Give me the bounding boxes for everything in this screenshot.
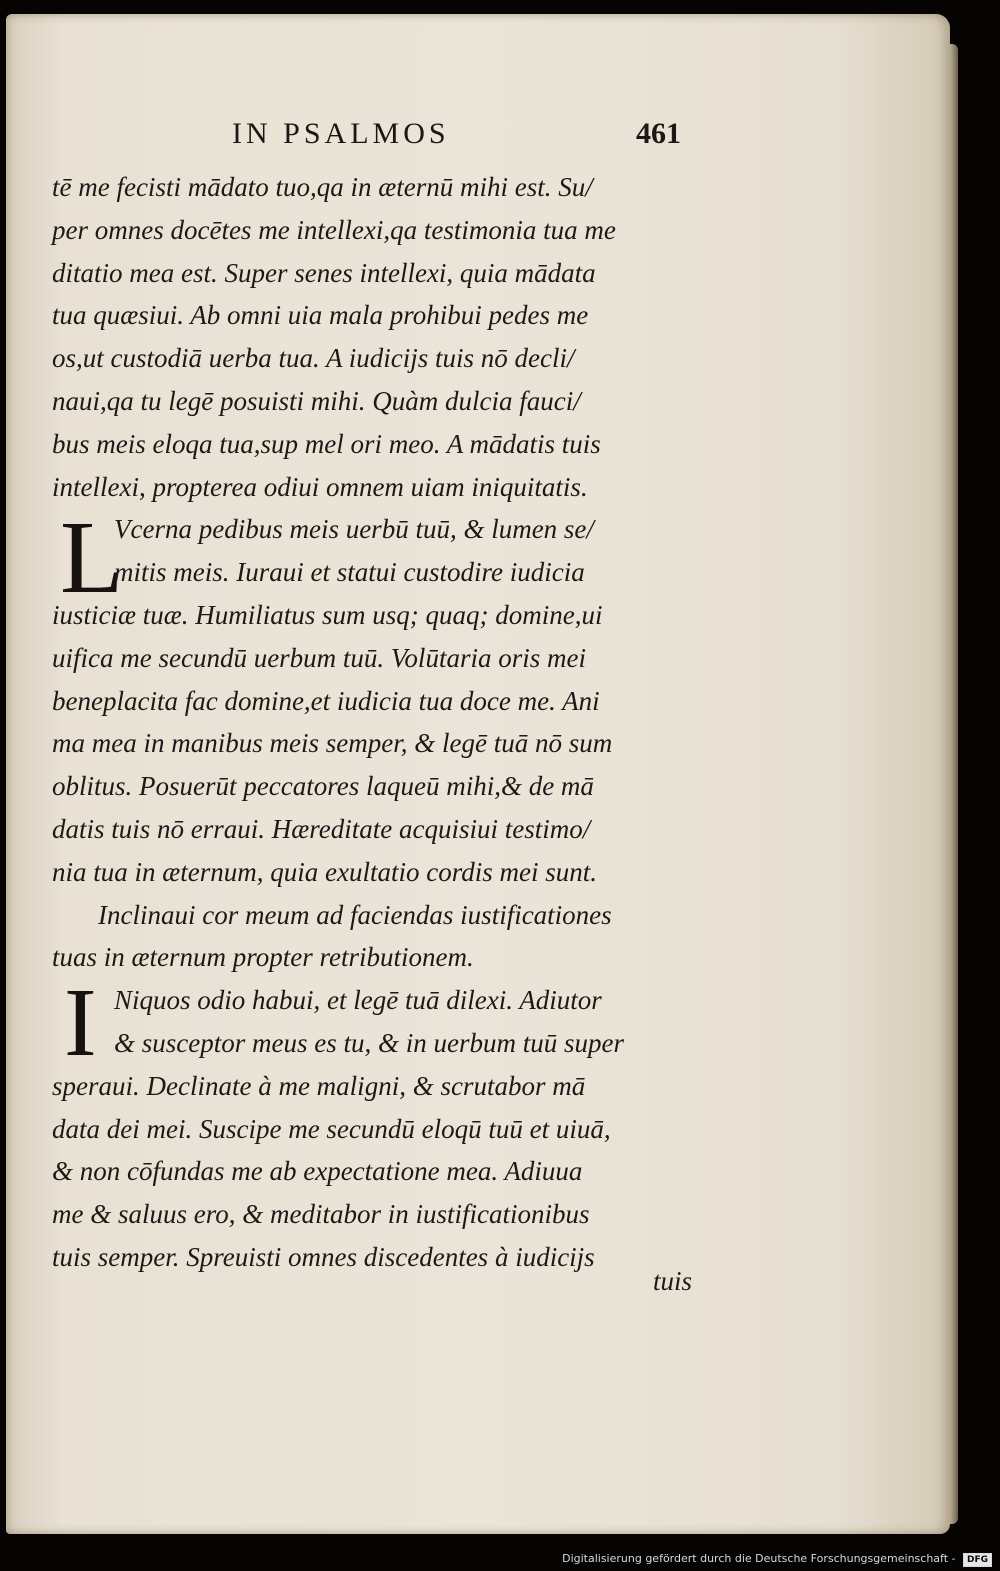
text-line: tua quæsiui. Ab omni uia mala prohibui pedes me	[52, 300, 589, 331]
text-line: Niquos odio habui, et legē tuā dilexi. Adiutor	[114, 985, 602, 1016]
text-line: bus meis eloqa tua,sup mel ori meo. A mādatis tuis	[52, 428, 601, 459]
text-line: os,ut custodiā uerba tua. A iudicijs tuis nō decli/	[52, 343, 575, 374]
text-line: Vcerna pedibus meis uerbū tuū, & lumen se/	[114, 514, 594, 545]
page-header	[6, 117, 950, 157]
text-line: ma mea in manibus meis semper, & legē tuā nō sum	[52, 728, 613, 759]
text-line: nia tua in æternum, quia exultatio cordis mei sunt.	[52, 856, 597, 887]
text-line: beneplacita fac domine,et iudicia tua doce me. Ani	[52, 685, 600, 716]
body-text	[52, 166, 712, 1279]
text-line: datis tuis nō erraui. Hæreditate acquisiui testimo/	[52, 813, 591, 844]
drop-cap-l: L	[60, 500, 124, 615]
text-line: data dei mei. Suscipe me secundū eloqū tuū et uiuā,	[52, 1113, 611, 1144]
credit-text: Digitalisierung gefördert durch die Deutsche Forschungsgemeinschaft -	[562, 1552, 956, 1565]
text-line: iusticiæ tuæ. Humiliatus sum usq; quaq; domine,ui	[52, 599, 603, 630]
text-line: ditatio mea est. Super senes intellexi, quia mādata	[52, 257, 596, 288]
text-line: uifica me secundū uerbum tuū. Volūtaria oris mei	[52, 642, 586, 673]
digitization-credit	[562, 1552, 992, 1567]
text-line: tuis semper. Spreuisti omnes discedentes à iudicijs	[52, 1241, 595, 1272]
text-line: & non cōfundas me ab expectatione mea. Adiuua	[52, 1156, 583, 1187]
text-line: naui,qa tu legē posuisti mihi. Quàm dulcia fauci/	[52, 385, 581, 416]
text-line: oblitus. Posuerūt peccatores laqueū mihi,& de mā	[52, 771, 594, 802]
running-title: IN PSALMOS	[232, 117, 450, 150]
page-edge	[950, 44, 958, 1524]
catchword: tuis	[653, 1266, 693, 1296]
text-line: Inclinaui cor meum ad faciendas iustificationes	[98, 899, 612, 930]
text-line: & susceptor meus es tu, & in uerbum tuū super	[114, 1027, 624, 1058]
drop-cap-i: I	[64, 969, 97, 1077]
text-line: per omnes docētes me intellexi,qa testimonia tua me	[52, 214, 616, 245]
text-line: me & saluus ero, & meditabor in iustificationibus	[52, 1199, 590, 1230]
dfg-logo: DFG	[963, 1553, 992, 1567]
text-line: mitis meis. Iuraui et statui custodire iudicia	[114, 557, 585, 588]
book-page	[6, 14, 950, 1534]
page-number: 461	[636, 117, 681, 150]
text-line: speraui. Declinate à me maligni, & scrutabor mā	[52, 1070, 586, 1101]
text-line: intellexi, propterea odiui omnem uiam iniquitatis.	[52, 471, 588, 502]
text-line: tē me fecisti mādato tuo,qa in æternū mihi est. Su/	[52, 172, 593, 202]
text-line: tuas in æternum propter retributionem.	[52, 942, 474, 973]
